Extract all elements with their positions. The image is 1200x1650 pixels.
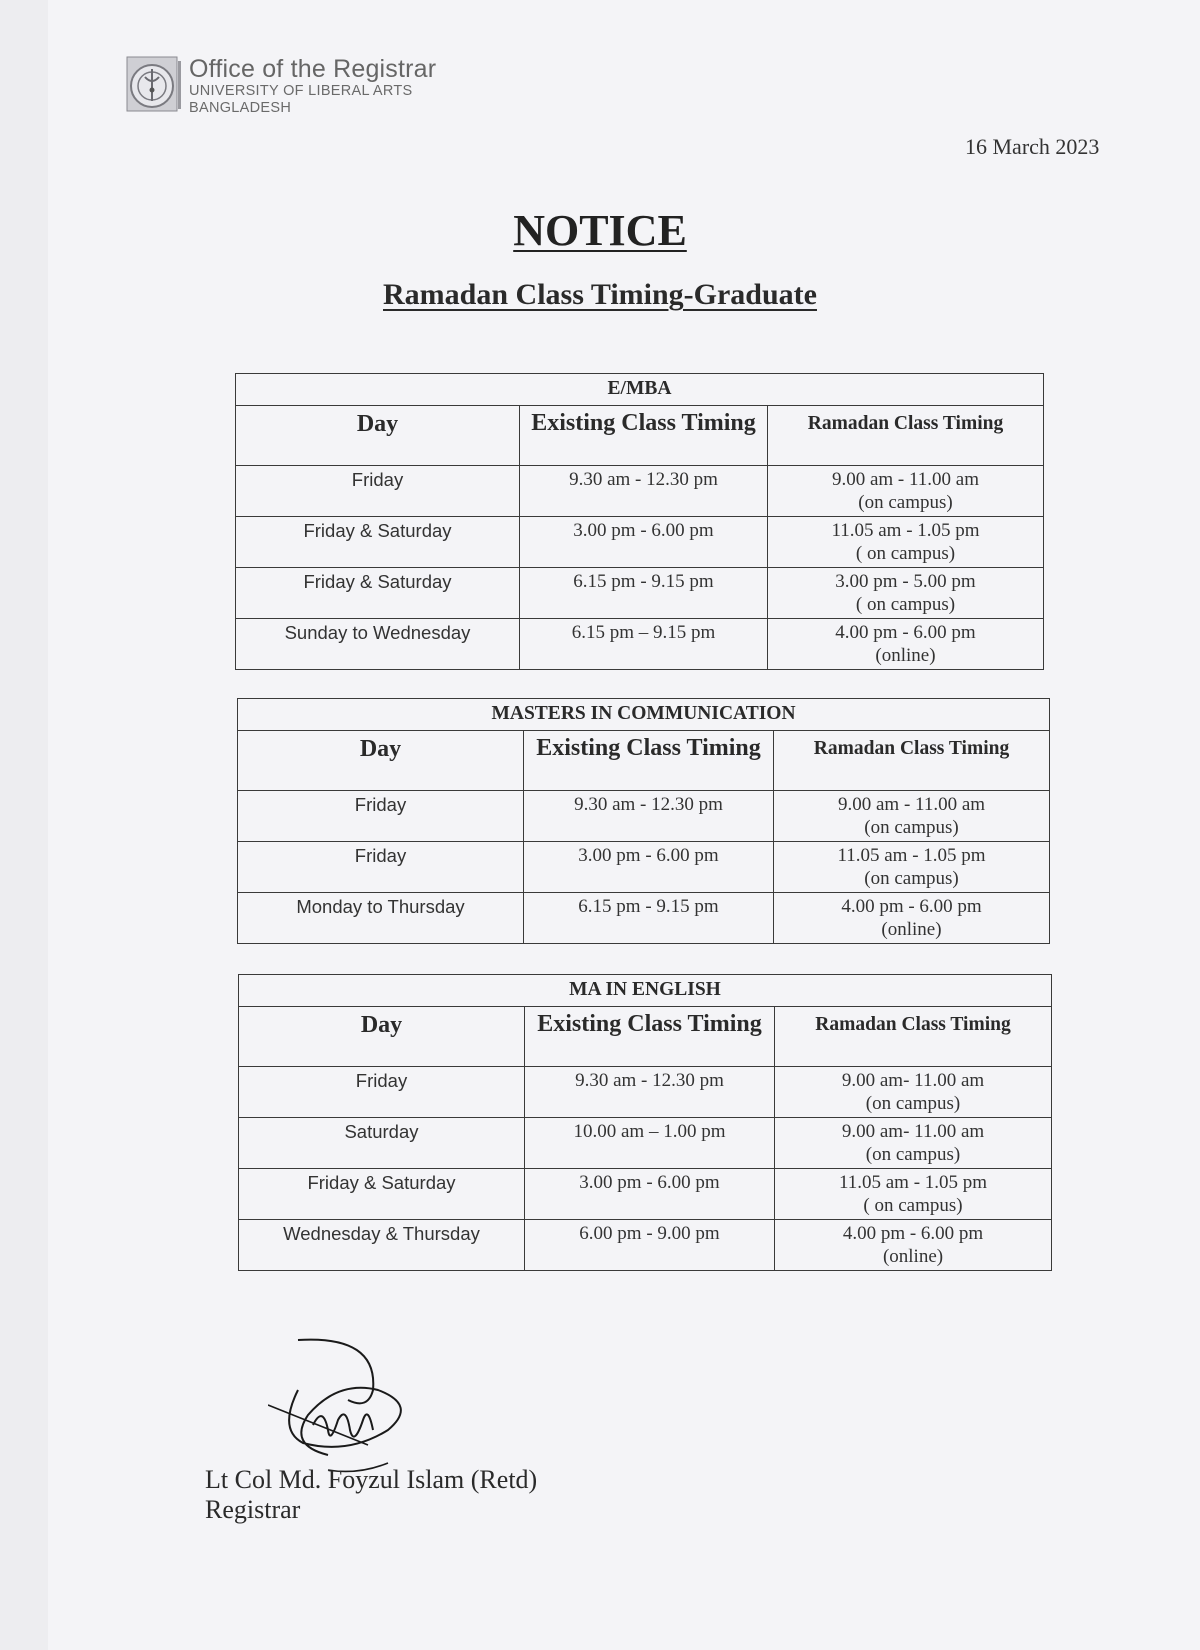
class-mode: (online) [882,1246,944,1267]
day-cell: Monday to Thursday [238,893,524,944]
signatory-role: Registrar [205,1495,301,1524]
class-mode: (on campus) [865,1093,961,1114]
ramadan-time-cell [768,466,1044,517]
table-row [239,1220,1052,1271]
ramadan-time: 3.00 pm - 5.00 pm [835,571,976,592]
ramadan-time: 4.00 pm - 6.00 pm [835,622,976,643]
class-mode: (online) [881,919,942,940]
column-header-day: Day [236,406,520,466]
day-cell: Friday [238,791,524,842]
day-cell: Wednesday & Thursday [239,1220,525,1271]
ramadan-time-cell [774,842,1050,893]
program-heading: MASTERS IN COMMUNICATION [238,699,1050,731]
existing-time-cell: 3.00 pm - 6.00 pm [524,842,774,893]
ramadan-time: 9.00 am - 11.00 am [837,794,986,815]
existing-time-cell: 6.15 pm - 9.15 pm [520,568,768,619]
table-row [236,619,1044,670]
ramadan-time-cell [768,517,1044,568]
class-mode: (on campus) [858,492,953,513]
column-header-ramadan: Ramadan Class Timing [774,731,1050,791]
day-cell: Friday & Saturday [239,1169,525,1220]
table-row [238,893,1050,944]
ramadan-time-cell [775,1169,1052,1220]
page-subtitle: Ramadan Class Timing-Graduate [383,278,817,311]
ramadan-time: 11.05 am - 1.05 pm [838,1172,988,1193]
ramadan-time-cell [774,893,1050,944]
signatory-block [205,1465,537,1525]
schedule-table-communication [237,698,1050,944]
column-header-day: Day [238,731,524,791]
existing-time-cell: 9.30 am - 12.30 pm [520,466,768,517]
ramadan-time-cell [775,1067,1052,1118]
schedule-table-english [238,974,1052,1271]
column-header-existing: Existing Class Timing [524,731,774,791]
class-mode: ( on campus) [863,1195,963,1216]
notice-date: 16 March 2023 [965,134,1100,159]
ramadan-time-cell [768,619,1044,670]
class-mode: (on campus) [864,817,959,838]
ramadan-time: 4.00 pm - 6.00 pm [841,896,982,917]
handwritten-signature [268,1335,448,1485]
office-name: Office of the Registrar [189,55,437,83]
page-title: NOTICE [513,206,687,255]
table-row [236,466,1044,517]
day-cell: Friday [236,466,520,517]
ramadan-time: 9.00 am - 11.00 am [831,469,980,490]
ramadan-time: 9.00 am- 11.00 am [841,1121,985,1142]
class-mode: (on campus) [864,868,959,889]
column-header-ramadan: Ramadan Class Timing [768,406,1044,466]
class-mode: ( on campus) [855,594,956,615]
table-row [239,1169,1052,1220]
ramadan-time-cell [775,1220,1052,1271]
day-cell: Sunday to Wednesday [236,619,520,670]
existing-time-cell: 6.15 pm - 9.15 pm [524,893,774,944]
class-mode: ( on campus) [855,543,956,564]
letterhead [125,55,436,117]
column-header-ramadan: Ramadan Class Timing [775,1007,1052,1067]
ramadan-time: 11.05 am - 1.05 pm [831,520,980,541]
day-cell: Friday [239,1067,525,1118]
existing-time-cell: 6.15 pm – 9.15 pm [520,619,768,670]
ramadan-time-cell [775,1118,1052,1169]
university-seal-icon [125,55,183,117]
ramadan-time: 4.00 pm - 6.00 pm [842,1223,984,1244]
signatory-name: Lt Col Md. Foyzul Islam (Retd) [205,1465,538,1494]
university-name: UNIVERSITY OF LIBERAL ARTS [189,83,413,99]
column-header-existing: Existing Class Timing [520,406,768,466]
country-name: BANGLADESH [189,100,292,116]
schedule-table-emba [235,373,1044,670]
table-row [238,791,1050,842]
program-heading: E/MBA [236,374,1044,406]
ramadan-time-cell [774,791,1050,842]
table-row [236,517,1044,568]
class-mode: (online) [875,645,936,666]
existing-time-cell: 6.00 pm - 9.00 pm [525,1220,775,1271]
column-header-existing: Existing Class Timing [525,1007,775,1067]
existing-time-cell: 9.30 am - 12.30 pm [524,791,774,842]
ramadan-time: 9.00 am- 11.00 am [841,1070,985,1091]
column-header-day: Day [239,1007,525,1067]
existing-time-cell: 10.00 am – 1.00 pm [525,1118,775,1169]
day-cell: Friday & Saturday [236,517,520,568]
ramadan-time: 11.05 am - 1.05 pm [837,845,986,866]
day-cell: Saturday [239,1118,525,1169]
ramadan-time-cell [768,568,1044,619]
table-row [239,1118,1052,1169]
class-mode: (on campus) [865,1144,961,1165]
existing-time-cell: 3.00 pm - 6.00 pm [525,1169,775,1220]
table-row [236,568,1044,619]
day-cell: Friday [238,842,524,893]
existing-time-cell: 3.00 pm - 6.00 pm [520,517,768,568]
letterhead-text [189,55,436,117]
program-heading: MA IN ENGLISH [239,975,1052,1007]
table-row [239,1067,1052,1118]
day-cell: Friday & Saturday [236,568,520,619]
existing-time-cell: 9.30 am - 12.30 pm [525,1067,775,1118]
table-row [238,842,1050,893]
